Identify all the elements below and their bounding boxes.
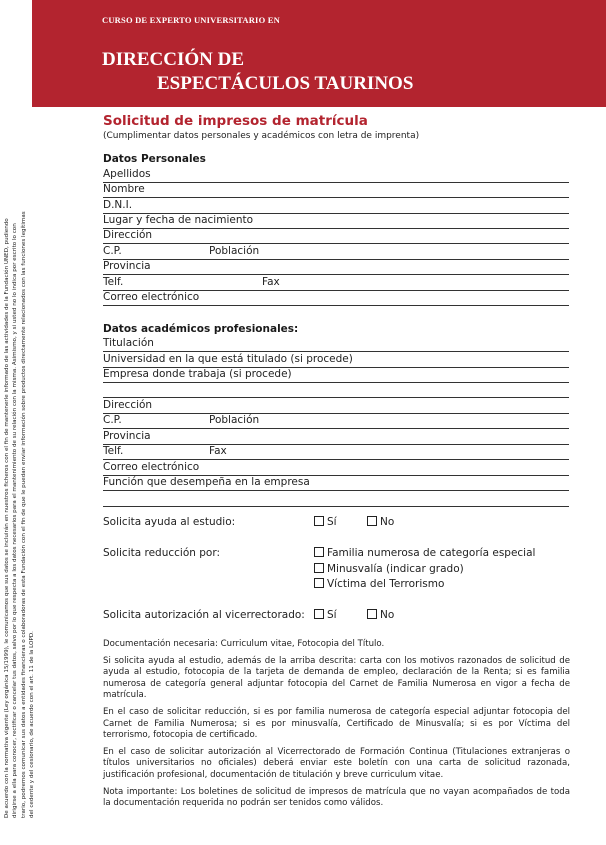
work-province-field[interactable] (103, 429, 569, 445)
no-label: No (380, 609, 395, 621)
reduction-question: Solicita reducción por: (103, 547, 221, 559)
job-function-label: Función que desempeña en la empresa (103, 476, 310, 488)
postal-code-label: C.P. (103, 245, 122, 257)
job-function-extra-field[interactable] (103, 491, 569, 507)
degree-label: Titulación (103, 337, 154, 349)
checkbox-icon[interactable] (314, 578, 324, 588)
work-email-label: Correo electrónico (103, 461, 200, 473)
email-field[interactable] (103, 290, 569, 306)
work-fax-label: Fax (209, 445, 227, 457)
phone-fax-field[interactable] (103, 275, 569, 291)
yes-label: Sí (327, 516, 337, 528)
work-postal-code-label: C.P. (103, 414, 122, 426)
note-paragraph: En el caso de solicitar reducción, si es por familia numerosa de categoría especial adjuntar fotocopia del Carnet de Familia Numerosa; si es por minusvalía, Certificado de Minusvalía; si es por Víctima del terrorismo, fotocopia de certificado. (103, 706, 570, 741)
legal-line: del cedente y del cesionario, de acuerdo con el art. 11 de la LOPD. (28, 631, 35, 818)
no-label: No (380, 516, 395, 528)
phone-label: Telf. (103, 276, 124, 288)
postal-city-field[interactable] (103, 244, 569, 260)
province-label: Provincia (103, 260, 151, 272)
checkbox-icon[interactable] (367, 516, 377, 526)
legal-line: trario, podremos comunicar sus datos a entidades financieras o colaboradoras de esta Fundación con el fin de que le puedan enviar información sobre productos directamente relacionados con las funciones legítimas (20, 211, 27, 818)
nombre-label: Nombre (103, 183, 145, 195)
apellidos-label: Apellidos (103, 168, 151, 180)
reduction-option-large-family[interactable] (314, 547, 535, 559)
company-label: Empresa donde trabaja (si procede) (103, 368, 292, 380)
legal-line: De acuerdo con la normativa vigente (Ley orgánica 15/1999), le comunicamos que sus datos se incluirán en nuestros ficheros con el fin de mantenerle informado de las actividades de la Fundación UNED, pudiendo (4, 218, 10, 818)
legal-line: dirigirse a ella para conocer, rectificar o cancelar tus datos, salvo por lo que respecta a los datos necesarios para el mantenimiento de su relación con la misma. Asimismo, y si usted no lo indica por escrito lo con (12, 223, 19, 818)
note-paragraph: En el caso de solicitar autorización al Vicerrectorado de Formación Continua (Titulaciones extranjeras o títulos universitarios no oficiales) deberá enviar este boletín con una carta de solicitud razonada, justificación profesional, documentación de titulación y breve curriculum vitae. (103, 746, 570, 780)
dni-label: D.N.I. (103, 199, 133, 211)
degree-field[interactable] (103, 336, 569, 352)
study-aid-no-option[interactable] (367, 516, 394, 528)
apellidos-field[interactable] (103, 167, 569, 183)
reduction-option-label: Víctima del Terrorismo (327, 578, 445, 590)
course-type: CURSO DE EXPERTO UNIVERSITARIO EN (102, 15, 280, 25)
checkbox-icon[interactable] (314, 563, 324, 573)
province-field[interactable] (103, 259, 569, 275)
academic-data-heading: Datos académicos profesionales: (103, 323, 299, 335)
work-postal-city-field[interactable] (103, 413, 569, 429)
course-title-line1: DIRECCIÓN DE (102, 49, 244, 70)
dni-field[interactable] (103, 198, 569, 214)
reduction-option-label: Minusvalía (indicar grado) (327, 563, 464, 575)
work-city-label: Población (209, 414, 260, 426)
reduction-option-label: Familia numerosa de categoría especial (327, 547, 536, 559)
checkbox-icon[interactable] (314, 609, 324, 619)
city-label: Población (209, 245, 260, 257)
work-address-field[interactable] (103, 398, 569, 414)
course-title-line2: ESPECTÁCULOS TAURINOS (157, 73, 414, 94)
header-band (32, 0, 606, 107)
checkbox-icon[interactable] (314, 547, 324, 557)
birth-place-date-field[interactable] (103, 213, 569, 229)
study-aid-yes-option[interactable] (314, 516, 337, 528)
authorization-question: Solicita autorización al vicerrectorado: (103, 609, 305, 621)
email-label: Correo electrónico (103, 291, 200, 303)
reduction-option-terrorism-victim[interactable] (314, 578, 444, 590)
authorization-yes-option[interactable] (314, 609, 337, 621)
work-province-label: Provincia (103, 430, 151, 442)
work-phone-fax-field[interactable] (103, 444, 569, 460)
work-address-label: Dirección (103, 399, 153, 411)
company-field[interactable] (103, 367, 569, 383)
personal-data-heading: Datos Personales (103, 153, 206, 165)
university-field[interactable] (103, 352, 569, 368)
address-label: Dirección (103, 229, 153, 241)
checkbox-icon[interactable] (314, 516, 324, 526)
work-phone-label: Telf. (103, 445, 124, 457)
documentation-notes (103, 639, 570, 815)
nombre-field[interactable] (103, 182, 569, 198)
note-paragraph: Si solicita ayuda al estudio, además de la arriba descrita: carta con los motivos razonados de solicitud de ayuda al estudio, fotocopia de la tarjeta de demanda de empleo, declaración de la Renta; si es familia numerosa de categoría general adjuntar fotocopia del Carnet de Familia Numerosa en vigor a fecha de matrícula. (103, 655, 570, 701)
job-function-field[interactable] (103, 475, 569, 491)
reduction-option-disability[interactable] (314, 563, 464, 575)
note-paragraph: Documentación necesaria: Curriculum vitae, Fotocopia del Título. (103, 639, 385, 649)
company-extra-field[interactable] (103, 382, 569, 398)
form-subtitle: (Cumplimentar datos personales y académicos con letra de imprenta) (103, 131, 420, 141)
authorization-no-option[interactable] (367, 609, 394, 621)
form-title: Solicitud de impresos de matrícula (103, 113, 368, 129)
yes-label: Sí (327, 609, 337, 621)
checkbox-icon[interactable] (367, 609, 377, 619)
work-email-field[interactable] (103, 460, 569, 476)
university-label: Universidad en la que está titulado (si procede) (103, 353, 353, 365)
birth-place-date-label: Lugar y fecha de nacimiento (103, 214, 254, 226)
address-field[interactable] (103, 228, 569, 244)
note-paragraph: Nota importante: Los boletines de solicitud de impresos de matrícula que no vayan acompañados de toda la documentación requerida no podrán ser tenidos como válidos. (103, 786, 570, 809)
study-aid-question: Solicita ayuda al estudio: (103, 516, 236, 528)
legal-notice (3, 118, 36, 818)
fax-label: Fax (262, 276, 280, 288)
